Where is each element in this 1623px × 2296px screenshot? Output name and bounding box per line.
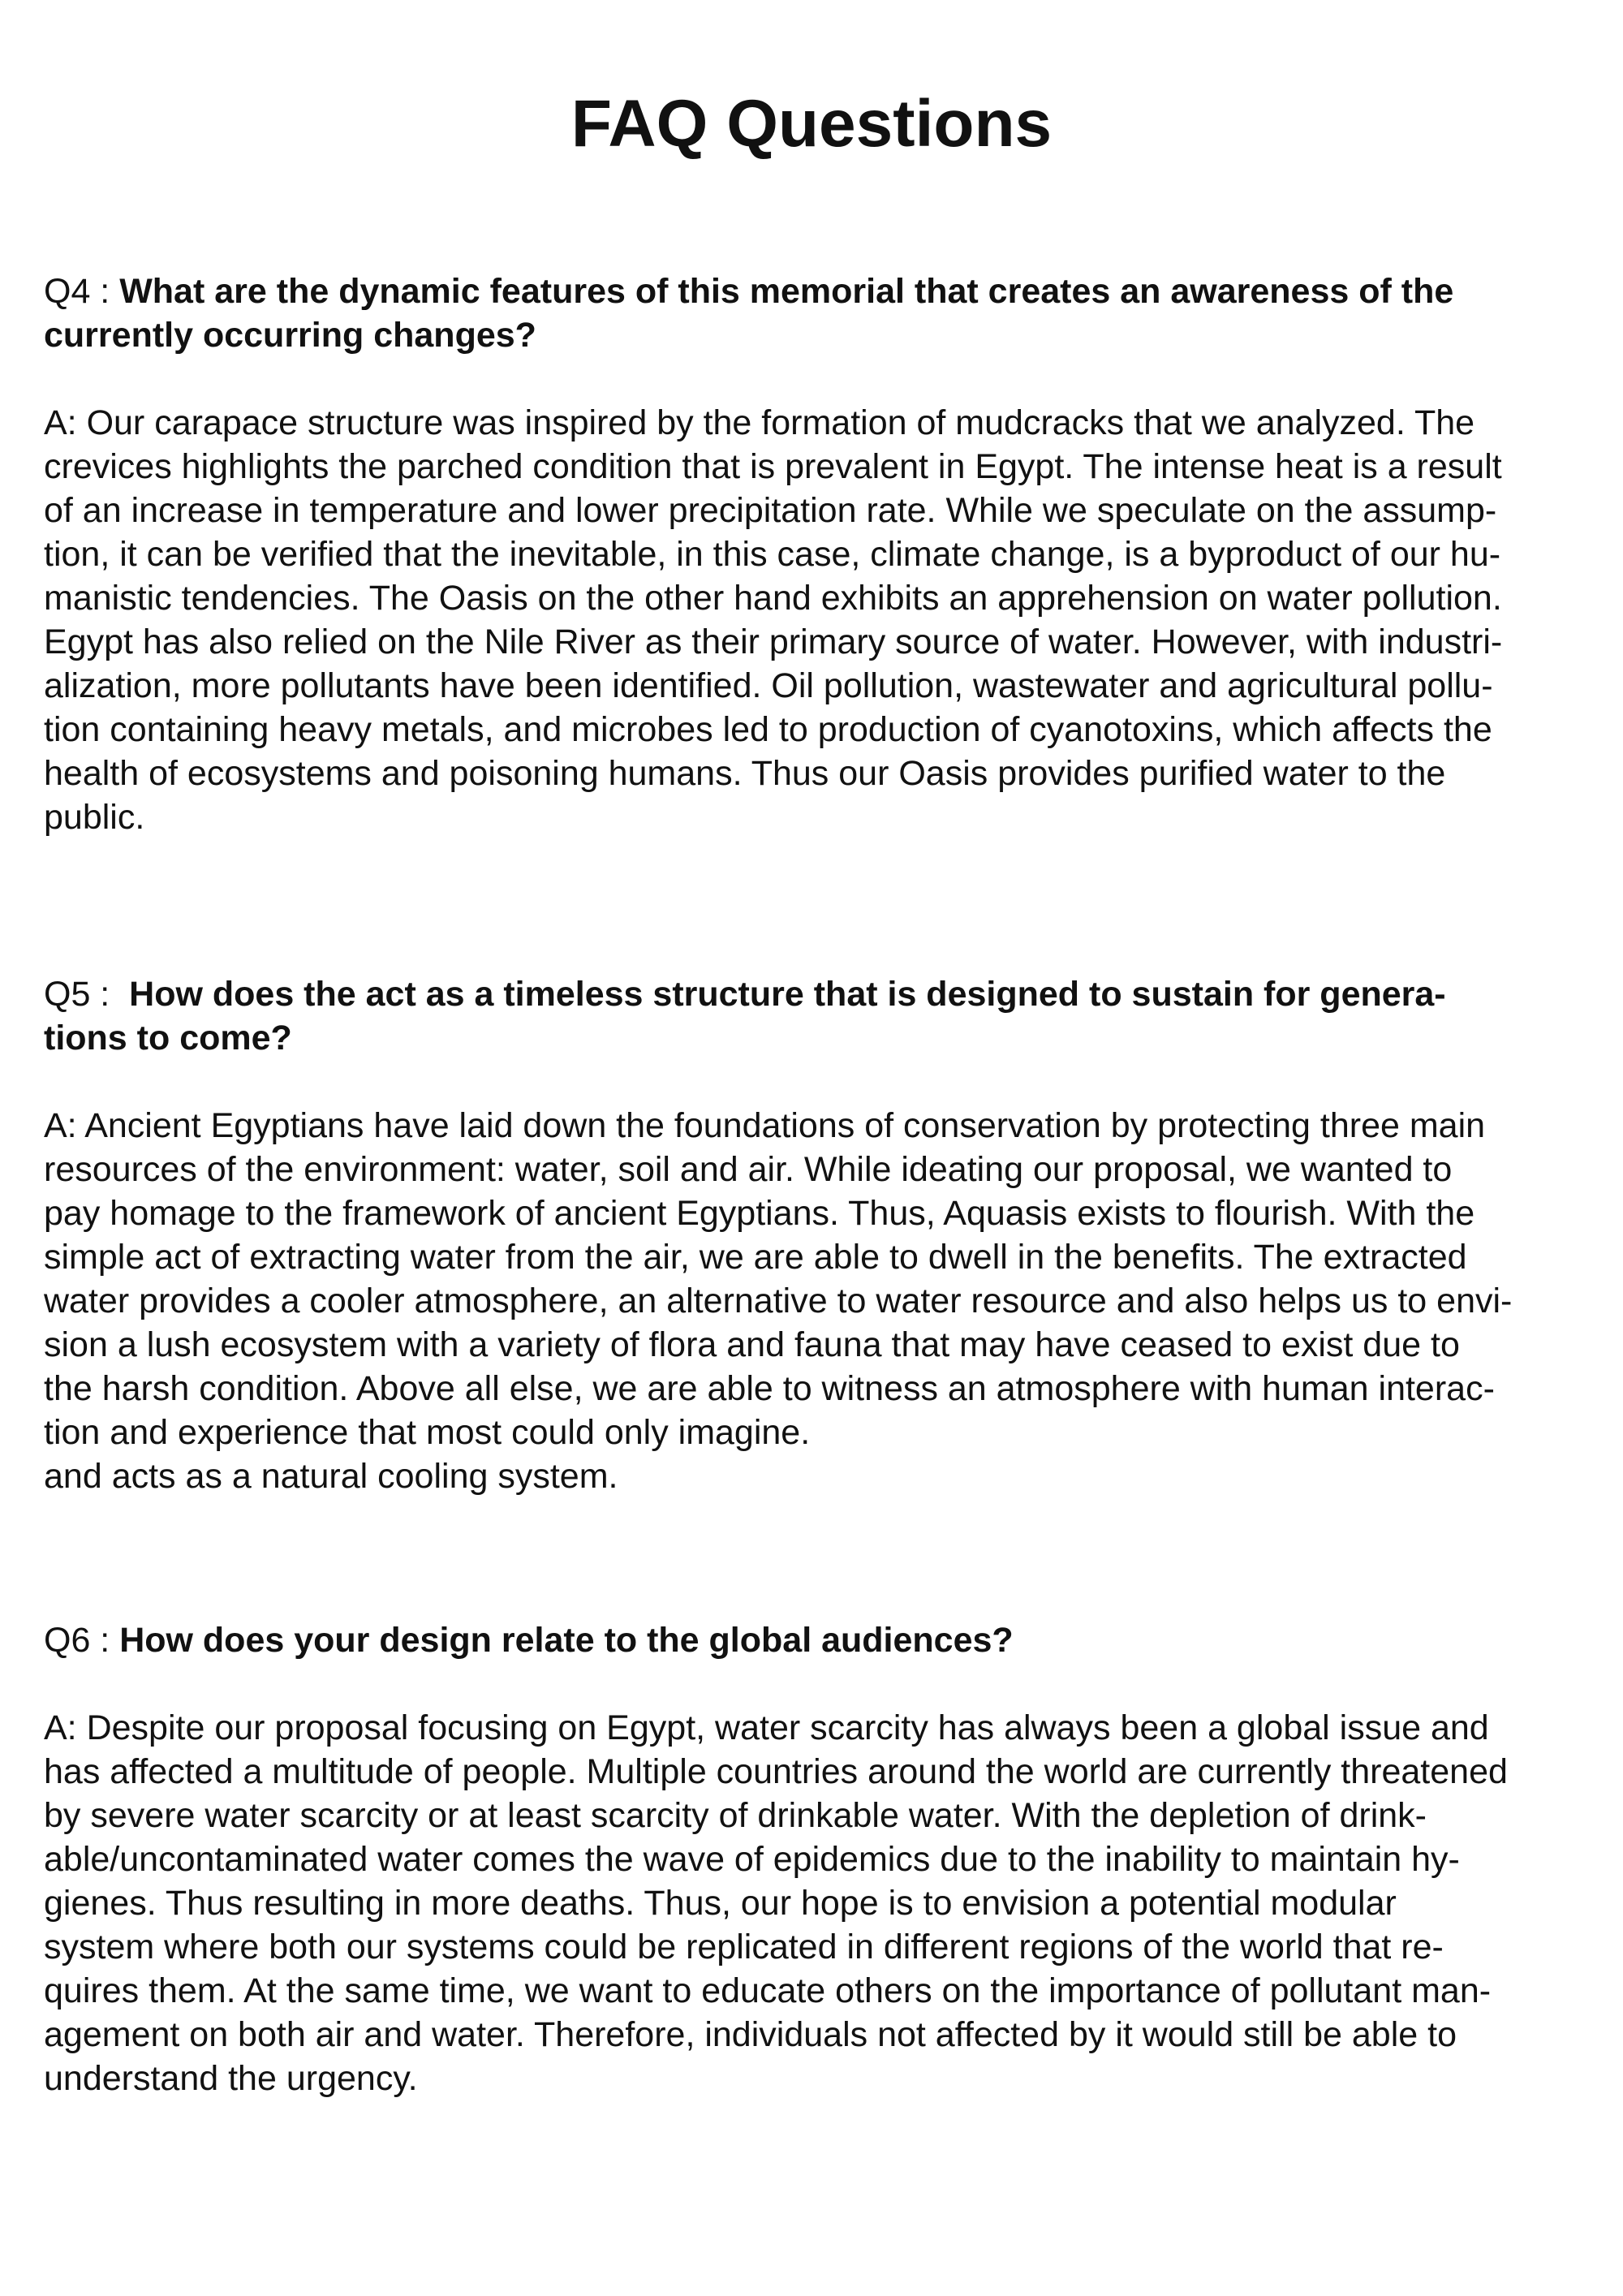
question-line: [44, 269, 1586, 357]
question-label: Q4 :: [44, 272, 120, 311]
faq-item-q6: [44, 1618, 1586, 2100]
question-text: What are the dynamic features of this memorial that creates an awareness of the currently occurring changes?: [44, 272, 1454, 355]
faq-item-q5: [44, 972, 1586, 1498]
answer-text: A: Despite our proposal focusing on Egypt, water scarcity has always been a global issue and has affected a multitude of people. Multiple countries around the world are currently threatened by severe water scarcity or at least scarcity of drinkable water. With the depletion of drink- able/uncontaminated water comes the wave of epidemics due to the inability to maintain hy- gienes. Thus resulting in more deaths. Thus, our hope is to envision a potential modular system where both our systems could be replicated in different regions of the world that re- quires them. At the same time, we want to educate others on the importance of pollutant man- agement on both air and water. Therefore, individuals not affected by it would still be able to understand the urgency.: [44, 1708, 1508, 2098]
answer-text: A: Ancient Egyptians have laid down the foundations of conservation by protecting three main resources of the environment: water, soil and air. While ideating our proposal, we wanted to pay homage to the framework of ancient Egyptians. Thus, Aquasis exists to flourish. With the simple act of extracting water from the air, we are able to dwell in the benefits. The extracted water provides a cooler atmosphere, an alternative to water resource and also helps us to envi- sion a lush ecosystem with a variety of flora and fauna that may have ceased to exist due to the harsh condition. Above all else, we are able to witness an atmosphere with human interac- tion and experience that most could only imagine. and acts as a natural cooling system.: [44, 1106, 1513, 1496]
faq-item-q4: [44, 269, 1586, 839]
question-label: Q5 :: [44, 975, 130, 1014]
question-label: Q6 :: [44, 1621, 120, 1660]
answer-text: A: Our carapace structure was inspired by the formation of mudcracks that we analyzed. The crevices highlights the parched condition that is prevalent in Egypt. The intense heat is a result of an increase in temperature and lower precipitation rate. While we speculate on the assump- tion, it can be verified that the inevitable, in this case, climate change, is a byproduct of our hu- manistic tendencies. The Oasis on the other hand exhibits an apprehension on water pollution. Egypt has also relied on the Nile River as their primary source of water. However, with industri- alization, more pollutants have been identified. Oil pollution, wastewater and agricultural pollu- tion containing heavy metals, and microbes led to production of cyanotoxins, which affects the health of ecosystems and poisoning humans. Thus our Oasis provides purified water to the public.: [44, 403, 1503, 837]
question-line: [44, 972, 1586, 1060]
question-line: [44, 1618, 1586, 1662]
question-text: How does your design relate to the global audiences?: [119, 1621, 1014, 1660]
question-text: How does the act as a timeless structure that is designed to sustain for genera- tions to come?: [44, 975, 1446, 1058]
page-title: FAQ Questions: [570, 87, 1053, 161]
